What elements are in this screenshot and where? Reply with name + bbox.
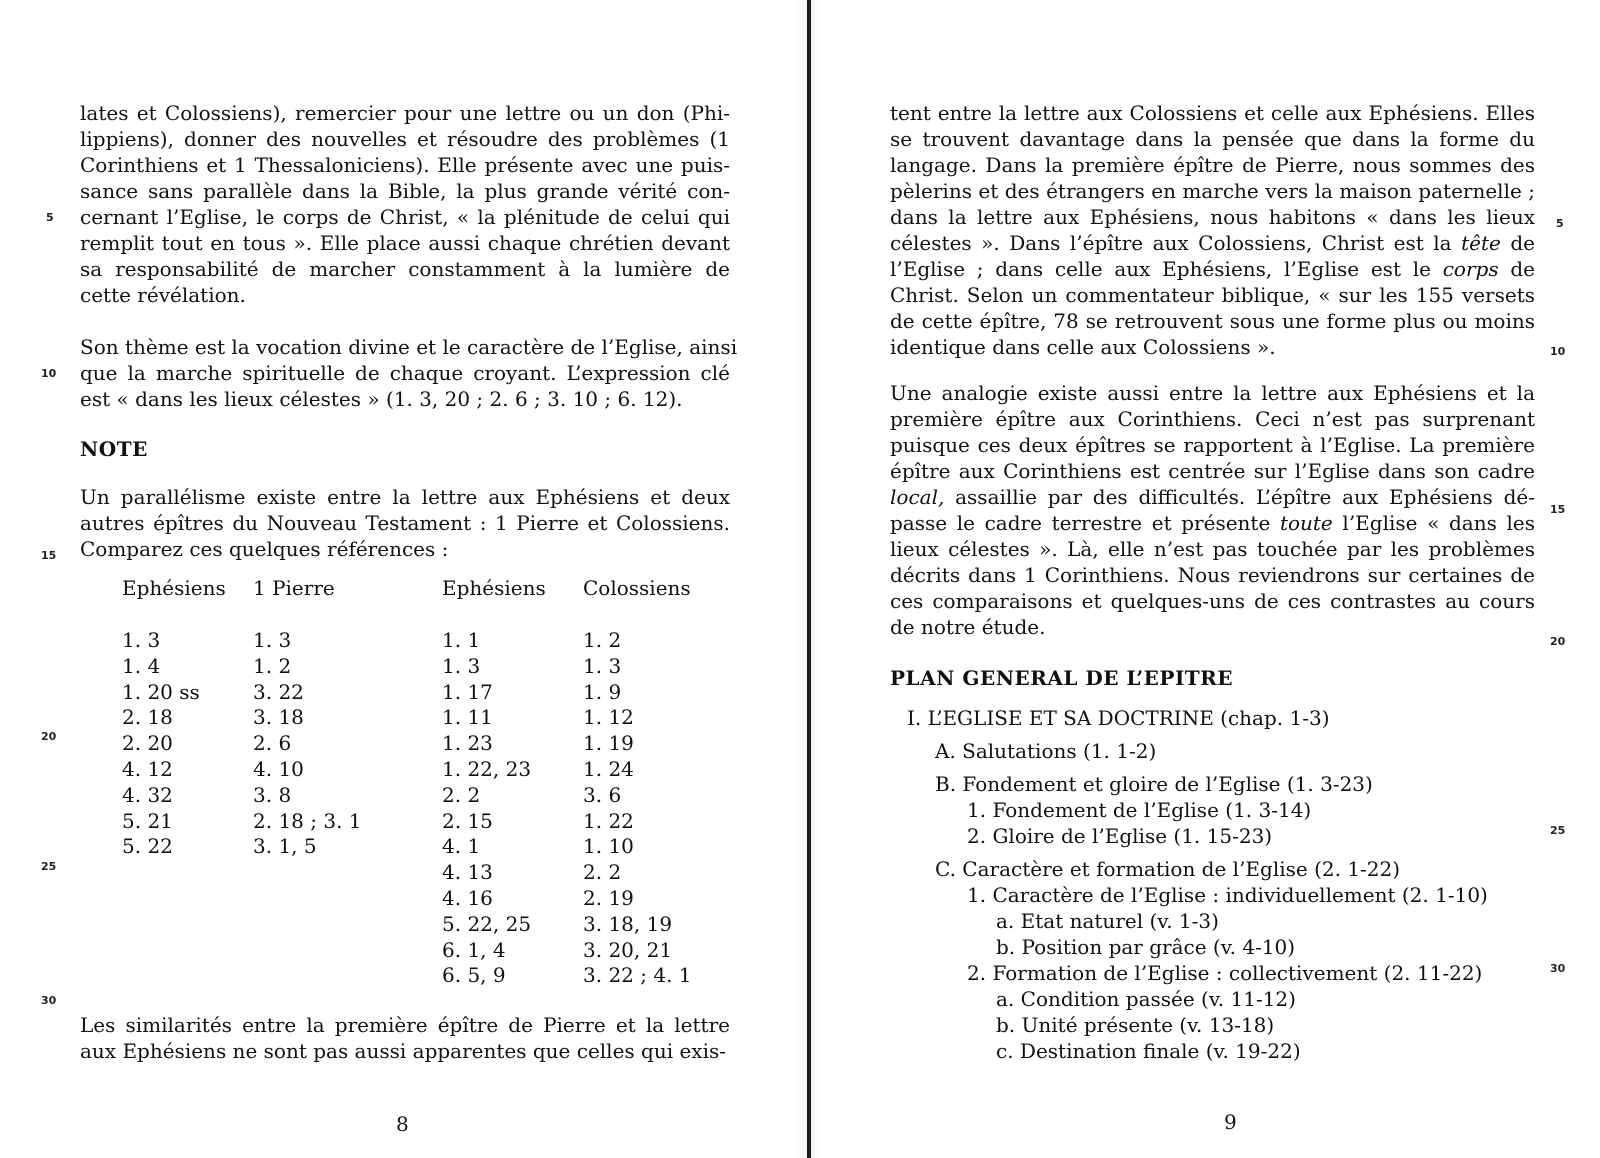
ref-cell: 3. 6 bbox=[583, 782, 622, 807]
ref-cell: 1. 4 bbox=[122, 653, 161, 678]
ref-cell: 1. 17 bbox=[442, 679, 493, 704]
note-heading: NOTE bbox=[80, 437, 148, 461]
text-line: aux Ephésiens ne sont pas aussi apparentes que celles qui exis- bbox=[80, 1039, 727, 1063]
text-line bbox=[890, 334, 1535, 360]
plan-item: a. Condition passée (v. 11-12) bbox=[996, 987, 1296, 1011]
plan-outline bbox=[890, 705, 1570, 1064]
text-segment: pèlerins et des étrangers en marche vers la maison paternelle ; bbox=[890, 179, 1535, 203]
text-line: cette révélation. bbox=[80, 283, 246, 307]
text-segment: passe le cadre terrestre et présente bbox=[890, 511, 1280, 535]
ref-cell: 1. 12 bbox=[583, 705, 634, 730]
right-paragraph-1 bbox=[890, 100, 1535, 360]
line-number: 20 bbox=[41, 730, 57, 743]
ref-cell: 1. 19 bbox=[583, 731, 634, 756]
text-segment: tent entre la lettre aux Colossiens et celle aux Ephésiens. Elles bbox=[890, 101, 1535, 125]
plan-item: b. Unité présente (v. 13-18) bbox=[996, 1013, 1275, 1037]
text-line: Un parallélisme existe entre la lettre aux Ephésiens et deux bbox=[80, 485, 730, 509]
ref-cell: 4. 16 bbox=[442, 885, 493, 910]
plan-item: 1. Fondement de l’Eglise (1. 3-14) bbox=[967, 798, 1312, 822]
text-segment: identique dans celle aux Colossiens ». bbox=[890, 335, 1276, 359]
ref-cell: 2. 2 bbox=[583, 860, 622, 885]
ref-cell: 6. 5, 9 bbox=[442, 963, 506, 988]
ref-cell: 1. 22 bbox=[583, 808, 634, 833]
text-segment: dans la lettre aux Ephésiens, nous habitons « dans les lieux bbox=[890, 205, 1535, 229]
text-line bbox=[890, 308, 1535, 334]
ref-cell: 1. 3 bbox=[253, 628, 292, 652]
text-line: cernant l’Eglise, le corps de Christ, « la plénitude de celui qui bbox=[80, 205, 730, 229]
ref-cell: 3. 1, 5 bbox=[253, 834, 317, 859]
right-page bbox=[812, 0, 1600, 1158]
ref-cell: 3. 18, 19 bbox=[583, 911, 673, 936]
ref-column-1-pierre bbox=[253, 575, 362, 859]
text-line bbox=[890, 536, 1535, 562]
ref-column-colossiens bbox=[583, 575, 692, 988]
emphasis-text: tête bbox=[1461, 231, 1501, 255]
text-line: autres épîtres du Nouveau Testament : 1 Pierre et Colossiens. bbox=[80, 511, 730, 535]
text-line: lates et Colossiens), remercier pour une lettre ou un don (Phi- bbox=[80, 101, 730, 125]
ref-cell: 6. 1, 4 bbox=[442, 937, 506, 962]
text-line bbox=[890, 282, 1535, 308]
text-line: Corinthiens et 1 Thessaloniciens). Elle présente avec une puis- bbox=[80, 153, 730, 177]
plan-item: I. L’EGLISE ET SA DOCTRINE (chap. 1-3) bbox=[907, 706, 1330, 730]
ref-cell: 3. 22 bbox=[253, 679, 304, 704]
plan-item: C. Caractère et formation de l’Eglise (2. 1-22) bbox=[935, 857, 1401, 881]
line-number: 20 bbox=[1550, 635, 1566, 648]
text-line bbox=[890, 432, 1535, 458]
plan-item: b. Position par grâce (v. 4-10) bbox=[996, 935, 1296, 959]
ref-cell: 2. 6 bbox=[253, 731, 292, 756]
emphasis-text: toute bbox=[1279, 511, 1333, 535]
text-line bbox=[890, 588, 1535, 614]
ref-column-header: Colossiens bbox=[583, 576, 691, 600]
line-number: 10 bbox=[1550, 345, 1566, 358]
text-segment: célestes ». Dans l’épître aux Colossiens, Christ est la bbox=[890, 231, 1462, 255]
text-line: est « dans les lieux célestes » (1. 3, 20 ; 2. 6 ; 3. 10 ; 6. 12). bbox=[80, 387, 683, 411]
plan-item: 2. Gloire de l’Eglise (1. 15-23) bbox=[967, 824, 1273, 848]
line-number: 30 bbox=[1550, 962, 1566, 975]
ref-column-ephesiens-1 bbox=[122, 575, 226, 859]
text-line: remplit tout en tous ». Elle place aussi chaque chrétien devant bbox=[80, 231, 730, 255]
ref-column-ephesiens-2 bbox=[442, 575, 546, 988]
ref-cell: 1. 3 bbox=[122, 628, 161, 652]
ref-cell: 5. 22, 25 bbox=[442, 911, 532, 936]
ref-cell: 4. 10 bbox=[253, 756, 304, 781]
text-line bbox=[890, 406, 1535, 432]
ref-cell: 5. 22 bbox=[122, 834, 173, 859]
plan-item: 2. Formation de l’Eglise : collectivement (2. 11-22) bbox=[967, 961, 1483, 985]
text-line bbox=[890, 152, 1535, 178]
text-segment: puisque ces deux épîtres se rapportent à l’Eglise. La première bbox=[890, 433, 1535, 457]
ref-cell: 4. 12 bbox=[122, 756, 173, 781]
emphasis-text: corps bbox=[1442, 257, 1499, 281]
text-segment: Christ. Selon un commentateur biblique, « sur les 155 versets bbox=[890, 283, 1535, 307]
ref-cell: 2. 18 ; 3. 1 bbox=[253, 808, 362, 833]
ref-cell: 1. 1 bbox=[442, 628, 481, 652]
ref-cell: 2. 2 bbox=[442, 782, 481, 807]
text-line bbox=[890, 230, 1535, 256]
plan-item: a. Etat naturel (v. 1-3) bbox=[996, 909, 1219, 933]
text-segment: ces comparaisons et quelques-uns de ces contrastes au cours bbox=[890, 589, 1535, 613]
ref-cell: 2. 15 bbox=[442, 808, 493, 833]
text-segment: de cette épître, 78 se retrouvent sous une forme plus ou moins bbox=[890, 309, 1535, 333]
text-segment: de notre étude. bbox=[890, 615, 1046, 639]
text-line bbox=[890, 256, 1535, 282]
text-line: lippiens), donner des nouvelles et résoudre des problèmes (1 bbox=[80, 127, 730, 151]
line-number: 10 bbox=[41, 367, 57, 380]
ref-column-header: Ephésiens bbox=[442, 576, 546, 600]
text-line bbox=[890, 126, 1535, 152]
text-segment: assaillie par des difficultés. L’épître aux Ephésiens dé- bbox=[944, 485, 1535, 509]
text-segment: décrits dans 1 Corinthiens. Nous reviendrons sur certaines de bbox=[890, 563, 1535, 587]
text-segment: se trouvent davantage dans la pensée que dans la forme du bbox=[890, 127, 1535, 151]
text-line bbox=[890, 380, 1535, 406]
text-segment: langage. Dans la première épître de Pierre, nous sommes des bbox=[890, 153, 1535, 177]
text-segment: l’Eglise « dans les bbox=[1332, 511, 1535, 535]
text-line bbox=[890, 562, 1535, 588]
line-number: 25 bbox=[41, 860, 57, 873]
ref-cell: 3. 18 bbox=[253, 705, 304, 730]
left-paragraph-2 bbox=[80, 334, 738, 412]
ref-cell: 1. 11 bbox=[442, 705, 493, 730]
text-line bbox=[890, 458, 1535, 484]
text-segment: épître aux Corinthiens est centrée sur l’Eglise dans son cadre bbox=[890, 459, 1535, 483]
ref-column-header: Ephésiens bbox=[122, 576, 226, 600]
ref-cell: 4. 32 bbox=[122, 782, 173, 807]
ref-cell: 1. 22, 23 bbox=[442, 756, 532, 781]
ref-cell: 1. 2 bbox=[583, 628, 622, 652]
ref-cell: 1. 3 bbox=[583, 653, 622, 678]
text-line bbox=[890, 204, 1535, 230]
ref-cell: 1. 24 bbox=[583, 756, 634, 781]
plan-heading: PLAN GENERAL DE L’EPITRE bbox=[890, 666, 1234, 690]
ref-cell: 4. 13 bbox=[442, 860, 493, 885]
text-line: Son thème est la vocation divine et le caractère de l’Eglise, ainsi bbox=[80, 335, 738, 359]
ref-column-header: 1 Pierre bbox=[253, 576, 335, 600]
ref-cell: 5. 21 bbox=[122, 808, 173, 833]
ref-cell: 1. 2 bbox=[253, 653, 292, 678]
text-segment: première épître aux Corinthiens. Ceci n’est pas surprenant bbox=[890, 407, 1535, 431]
text-line: que la marche spirituelle de chaque croyant. L’expression clé bbox=[80, 361, 730, 385]
left-paragraph-4 bbox=[80, 1012, 730, 1064]
plan-item: 1. Caractère de l’Eglise : individuellement (2. 1-10) bbox=[967, 883, 1488, 907]
ref-cell: 3. 22 ; 4. 1 bbox=[583, 963, 692, 988]
ref-cell: 2. 18 bbox=[122, 705, 173, 730]
ref-cell: 1. 3 bbox=[442, 653, 481, 678]
ref-cell: 4. 1 bbox=[442, 834, 481, 859]
text-segment: lieux célestes ». Là, elle n’est pas touchée par les problèmes bbox=[890, 537, 1535, 561]
text-line: Les similarités entre la première épître de Pierre et la lettre bbox=[80, 1013, 730, 1037]
text-line: sance sans parallèle dans la Bible, la plus grande vérité con- bbox=[80, 179, 730, 203]
ref-cell: 3. 8 bbox=[253, 782, 292, 807]
text-line: Comparez ces quelques références : bbox=[80, 537, 449, 561]
text-line bbox=[890, 484, 1535, 510]
ref-cell: 3. 20, 21 bbox=[583, 937, 673, 962]
text-segment: de bbox=[1500, 231, 1535, 255]
ref-cell: 2. 20 bbox=[122, 731, 173, 756]
ref-cell: 2. 19 bbox=[583, 885, 634, 910]
plan-item: A. Salutations (1. 1-2) bbox=[935, 739, 1157, 763]
left-paragraph-1 bbox=[80, 100, 730, 308]
text-line bbox=[890, 614, 1535, 640]
right-paragraph-2 bbox=[890, 380, 1535, 640]
text-line bbox=[890, 178, 1535, 204]
text-segment: Une analogie existe aussi entre la lettre aux Ephésiens et la bbox=[890, 381, 1535, 405]
line-number: 5 bbox=[1556, 217, 1564, 230]
page-number: 8 bbox=[396, 1112, 409, 1136]
plan-item: B. Fondement et gloire de l’Eglise (1. 3-23) bbox=[935, 772, 1373, 796]
text-line: sa responsabilité de marcher constamment à la lumière de bbox=[80, 257, 730, 281]
line-number: 15 bbox=[1550, 503, 1566, 516]
text-segment: l’Eglise ; dans celle aux Ephésiens, l’Eglise est le bbox=[890, 257, 1443, 281]
ref-cell: 1. 10 bbox=[583, 834, 634, 859]
line-number: 30 bbox=[41, 994, 57, 1007]
line-number: 5 bbox=[46, 211, 54, 224]
text-line bbox=[890, 100, 1535, 126]
ref-cell: 1. 20 ss bbox=[122, 679, 200, 704]
line-number: 25 bbox=[1550, 824, 1566, 837]
left-paragraph-3 bbox=[80, 484, 730, 562]
text-segment: de bbox=[1498, 257, 1535, 281]
ref-cell: 1. 9 bbox=[583, 679, 622, 704]
page-number: 9 bbox=[1224, 1110, 1237, 1134]
text-line bbox=[890, 510, 1535, 536]
plan-item: c. Destination finale (v. 19-22) bbox=[996, 1039, 1301, 1063]
ref-cell: 1. 23 bbox=[442, 731, 493, 756]
line-number: 15 bbox=[41, 549, 57, 562]
emphasis-text: local, bbox=[890, 485, 945, 509]
